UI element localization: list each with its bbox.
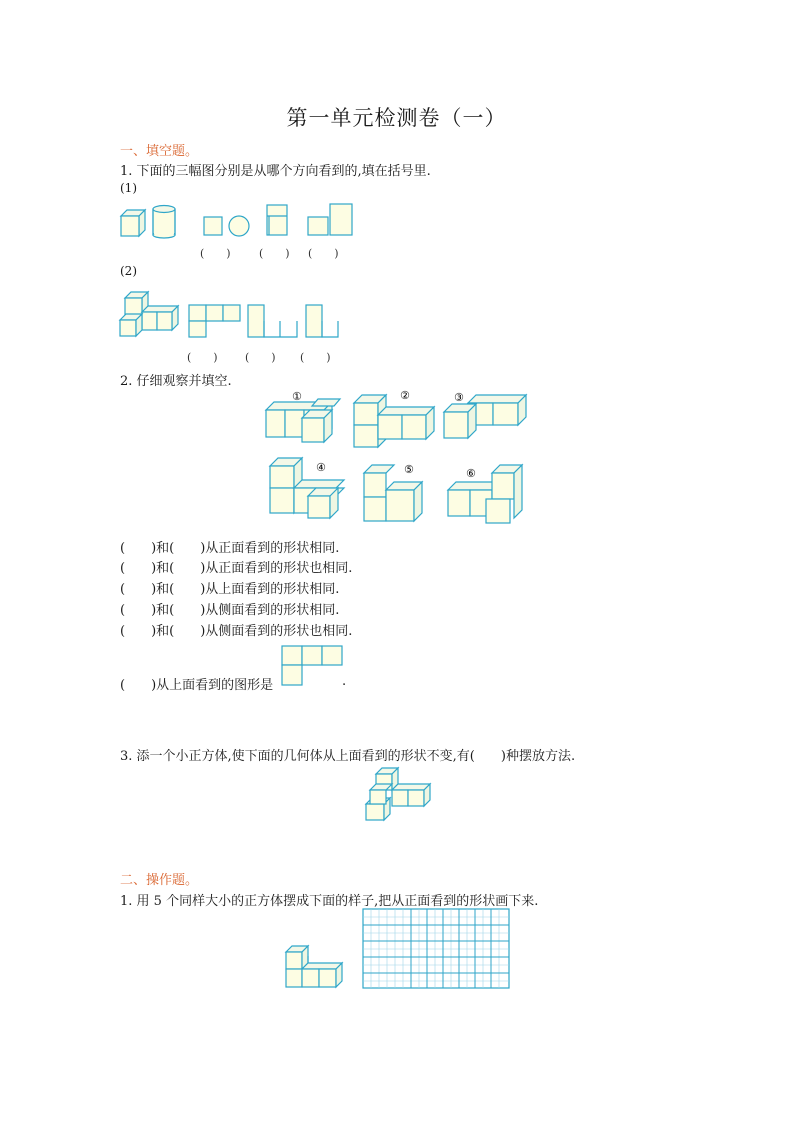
figure-label-5: ⑤ — [404, 463, 414, 476]
answer-blank-5[interactable]: ( ) — [245, 351, 276, 364]
circle-view — [229, 216, 249, 236]
question-3-text: 3. 添一个小正方体,使下面的几何体从上面看到的形状不变,有( )种摆放方法. — [120, 749, 576, 764]
answer-blank-3[interactable]: ( ) — [308, 247, 339, 260]
answer-blank-2[interactable]: ( ) — [259, 247, 290, 260]
section-heading-fill-in: 一、填空题。 — [120, 144, 199, 159]
q2-fill-line-1[interactable]: ( )和( )从正面看到的形状相同. — [120, 541, 340, 556]
drawing-grid[interactable] — [362, 908, 512, 990]
section-2-cube-figure — [282, 942, 346, 990]
figure-4 — [270, 458, 344, 518]
figure-label-3: ③ — [454, 391, 464, 404]
stacked-cubes-figure — [120, 292, 178, 336]
figure-label-6: ⑥ — [466, 467, 476, 480]
question-1-text: 1. 下面的三幅图分别是从哪个方向看到的,填在括号里. — [120, 164, 431, 179]
side-view-shape — [306, 305, 338, 337]
top-view-answer-shape — [281, 645, 343, 687]
figure-3 — [444, 391, 526, 438]
q2-fill-line-3[interactable]: ( )和( )从上面看到的形状相同. — [120, 582, 340, 597]
figure-label-2: ② — [400, 389, 410, 402]
q2-fill-line-5[interactable]: ( )和( )从侧面看到的形状也相同. — [120, 624, 353, 639]
q2-figures-row-1 — [262, 385, 532, 450]
cube-figure — [121, 210, 145, 236]
q3-figure — [362, 766, 434, 822]
q2-fill-line-6-end: . — [342, 674, 347, 689]
answer-blank-4[interactable]: ( ) — [187, 351, 218, 364]
section-2-question-1-text: 1. 用 5 个同样大小的正方体摆成下面的样子,把从正面看到的形状画下来. — [120, 894, 539, 909]
q2-fill-line-4[interactable]: ( )和( )从侧面看到的形状相同. — [120, 603, 340, 618]
combined-view — [308, 204, 352, 235]
question-2-text: 2. 仔细观察并填空. — [120, 374, 232, 389]
question-1-part-2-label: (2) — [120, 264, 137, 278]
figure-label-4: ④ — [316, 461, 326, 474]
answer-blank-6[interactable]: ( ) — [300, 351, 331, 364]
square-view — [204, 217, 222, 235]
top-view-shape — [189, 305, 240, 337]
q2-fill-line-2[interactable]: ( )和( )从正面看到的形状也相同. — [120, 561, 353, 576]
figure-1 — [266, 390, 340, 442]
page-title: 第一单元检测卷（一） — [286, 106, 507, 130]
section-heading-operation: 二、操作题。 — [120, 873, 199, 888]
q1-part2-figures — [118, 288, 348, 340]
q2-fill-line-6[interactable]: ( )从上面看到的图形是 — [120, 678, 274, 693]
front-view-shape — [248, 305, 297, 337]
q2-figures-row-2 — [266, 455, 536, 527]
figure-2 — [354, 389, 434, 447]
figure-6 — [448, 465, 522, 523]
answer-blank-1[interactable]: ( ) — [200, 247, 231, 260]
figure-5 — [364, 463, 422, 521]
question-1-part-1-label: (1) — [120, 181, 137, 195]
cylinder-front-view — [267, 205, 287, 235]
q1-part1-figures — [118, 200, 368, 242]
cylinder-figure — [153, 206, 175, 239]
figure-label-1: ① — [292, 390, 302, 403]
